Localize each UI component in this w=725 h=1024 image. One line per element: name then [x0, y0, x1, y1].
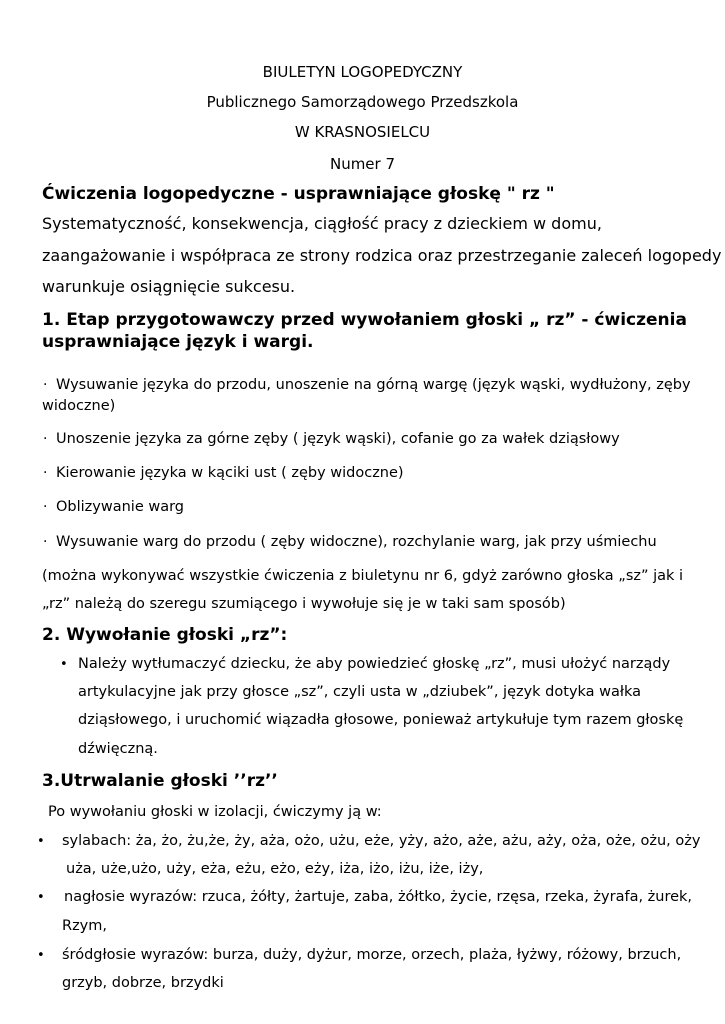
list-item: Wysuwanie języka do przodu, unoszenie na górną wargę (język wąski, wydłużony, zęby	[56, 377, 691, 393]
issue-number: Numer 7	[329, 155, 396, 173]
list-item-continuation: grzyb, dobrze, brzydki	[62, 975, 224, 991]
bullet-icon: ·	[43, 465, 48, 481]
list-item: Unoszenie języka za górne zęby ( język wąski), cofanie go za wałek dziąsłowy	[56, 431, 620, 447]
bullet-icon: ·	[43, 377, 48, 393]
bullet-icon: •	[37, 890, 45, 905]
bullet-icon: •	[37, 834, 45, 849]
section3-intro: Po wywołaniu głoski w izolacji, ćwiczymy ją w:	[48, 804, 382, 820]
bulletin-title: BIULETYN LOGOPEDYCZNY	[262, 63, 463, 81]
list-item-continuation: Rzym,	[62, 918, 108, 934]
bullet-icon: ·	[43, 534, 48, 550]
list-item-continuation: uża, uże,użo, uży, eża, eżu, eżo, eży, iża, iżo, iżu, iże, iży,	[66, 861, 484, 877]
list-item-continuation: dźwięczną.	[78, 741, 158, 757]
list-item-continuation: artykulacyjne jak przy głosce „sz”, czyli usta w „dziubek”, język dotyka wałka	[78, 684, 642, 700]
bullet-icon: •	[37, 948, 45, 963]
list-item: Kierowanie języka w kąciki ust ( zęby widoczne)	[56, 465, 404, 481]
bullet-icon: ·	[43, 431, 48, 447]
section1-heading: 1. Etap przygotowawczy przed wywołaniem głoski „ rz” - ćwiczenia	[42, 310, 687, 330]
preschool-name: Publicznego Samorządowego Przedszkola	[206, 93, 519, 111]
list-item: Oblizywanie warg	[56, 499, 185, 515]
bullet-icon: ·	[43, 499, 48, 515]
bullet-icon: •	[60, 657, 68, 672]
list-item: Wysuwanie warg do przodu ( zęby widoczne), rozchylanie warg, jak przy uśmiechu	[56, 534, 657, 550]
intro-line: zaangażowanie i współpraca ze strony rodzica oraz przestrzeganie zaleceń logopedy	[42, 246, 722, 265]
preschool-location: W KRASNOSIELCU	[294, 123, 431, 141]
list-item: sylabach: ża, żo, żu,że, ży, aża, ożo, użu, eże, yży, ażo, aże, ażu, aży, oża, oże, ożu, oży	[62, 833, 701, 849]
section1-heading: usprawniające język i wargi.	[42, 332, 314, 352]
list-item: nagłosie wyrazów: rzuca, żółty, żartuje, zaba, żółtko, życie, rzęsa, rzeka, żyrafa, żurek,	[64, 889, 693, 905]
note-line: (można wykonywać wszystkie ćwiczenia z biuletynu nr 6, gdyż zarówno głoska „sz” jak i	[42, 568, 684, 584]
intro-line: warunkuje osiągnięcie sukcesu.	[42, 277, 296, 296]
list-item: śródgłosie wyrazów: burza, duży, dyżur, morze, orzech, plaża, łyżwy, różowy, brzuch,	[62, 947, 682, 963]
section3-heading: 3.Utrwalanie głoski ’’rz’’	[42, 771, 278, 791]
list-item-continuation: dziąsłowego, i uruchomić wiązadła głosowe, ponieważ artykułuje tym razem głoskę	[78, 712, 684, 728]
intro-line: Systematyczność, konsekwencja, ciągłość pracy z dzieckiem w domu,	[42, 214, 602, 233]
note-line: „rz” należą do szeregu szumiącego i wywołuje się je w taki sam sposób)	[42, 596, 566, 612]
document-title: Ćwiczenia logopedyczne - usprawniające głoskę " rz "	[42, 184, 555, 204]
section2-heading: 2. Wywołanie głoski „rz”:	[42, 625, 288, 645]
list-item-continuation: widoczne)	[42, 398, 116, 414]
list-item: Należy wytłumaczyć dziecku, że aby powiedzieć głoskę „rz”, musi ułożyć narządy	[78, 656, 671, 672]
